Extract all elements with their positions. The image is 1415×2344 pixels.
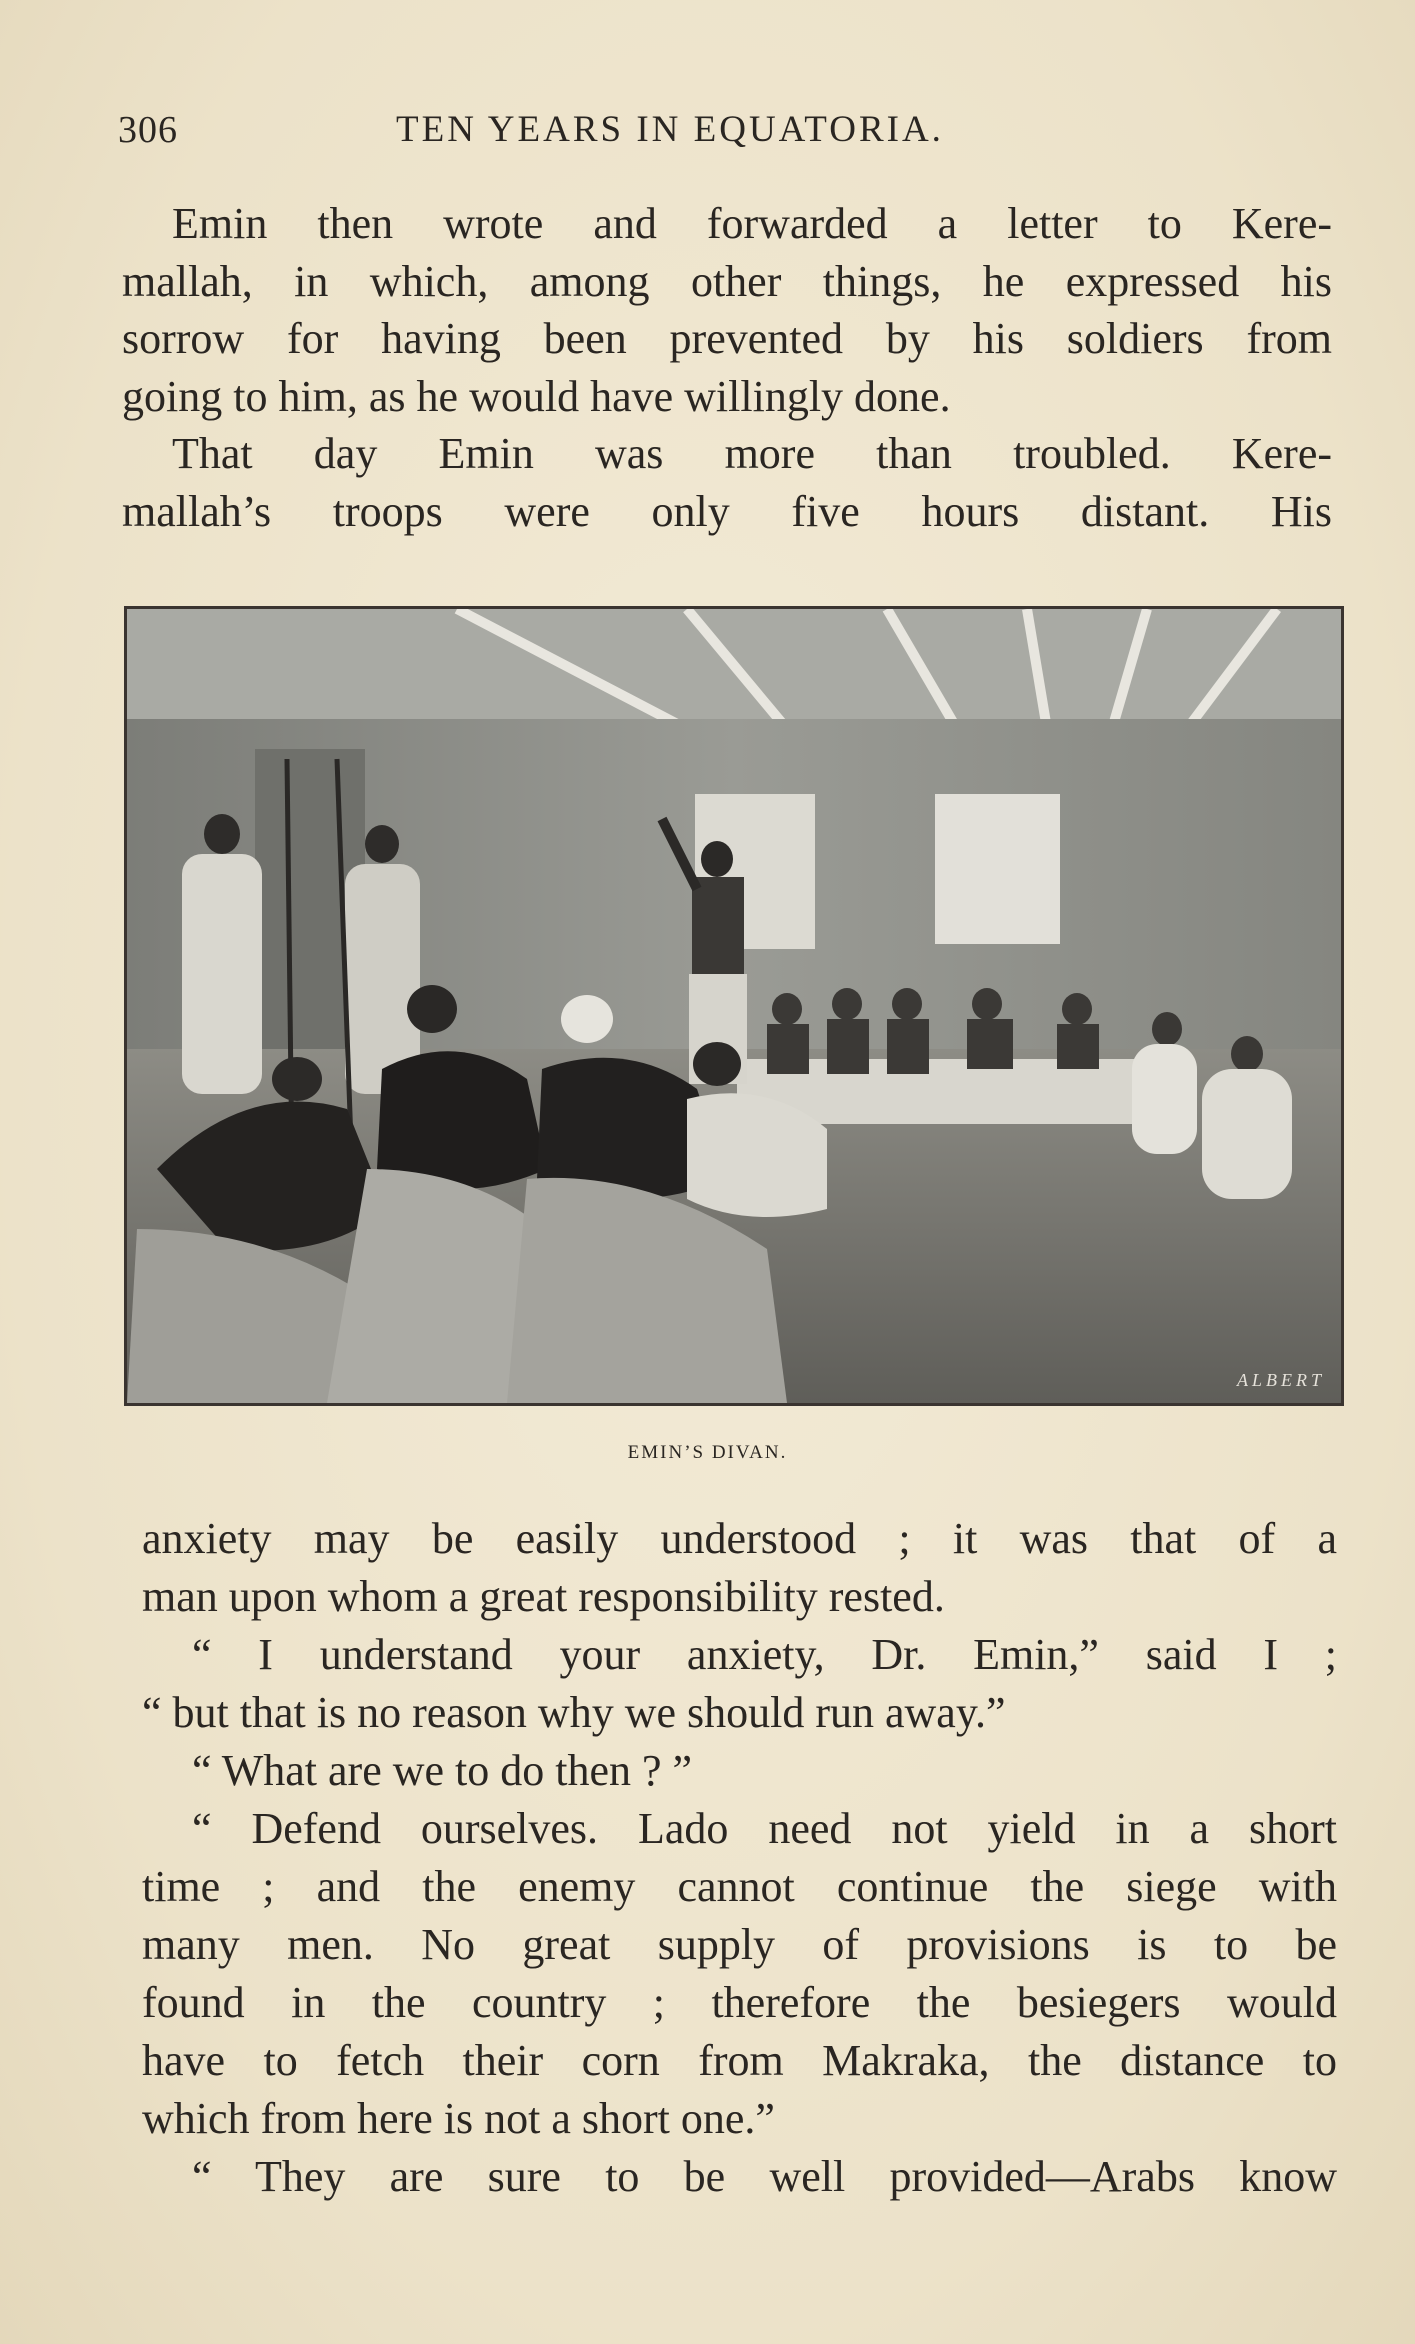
body-text-top [122, 195, 1332, 540]
text-line: mallah’s troops were only five hours distant. His [122, 486, 1332, 536]
body-text-bottom [142, 1510, 1337, 2206]
text-line: time ; and the enemy cannot continue the siege with [142, 1862, 1337, 1911]
text-line: found in the country ; therefore the besiegers would [142, 1978, 1337, 2027]
illustration-drawing [127, 609, 1341, 1403]
text-line: “ but that is no reason why we should run away.” [142, 1688, 1006, 1737]
page-header [118, 108, 1048, 158]
text-line: man upon whom a great responsibility rested. [142, 1572, 945, 1621]
text-line: sorrow for having been prevented by his soldiers from [122, 314, 1332, 363]
text-line: many men. No great supply of provisions is to be [142, 1920, 1337, 1969]
figure-caption: EMIN’S DIVAN. [627, 1442, 788, 1463]
text-line: “ What are we to do then ? ” [192, 1746, 693, 1795]
text-line: going to him, as he would have willingly done. [122, 371, 951, 421]
running-head: TEN YEARS IN EQUATORIA. [396, 109, 944, 150]
text-line: “ Defend ourselves. Lado need not yield in a short [192, 1804, 1337, 1853]
window-right [935, 794, 1060, 944]
illustration [124, 606, 1344, 1406]
text-line: mallah, in which, among other things, he expressed his [122, 256, 1332, 306]
text-line: have to fetch their corn from Makraka, the distance to [142, 2036, 1337, 2085]
text-line: “ I understand your anxiety, Dr. Emin,” said I ; [192, 1630, 1337, 1679]
text-line: which from here is not a short one.” [142, 2094, 775, 2143]
text-line: “ They are sure to be well provided—Arabs know [192, 2152, 1337, 2201]
text-line: That day Emin was more than troubled. Kere- [172, 429, 1332, 478]
artist-signature: ALBERT [1236, 1370, 1325, 1390]
text-line: anxiety may be easily understood ; it was that of a [142, 1514, 1337, 1563]
page-number: 306 [118, 109, 178, 151]
text-line: Emin then wrote and forwarded a letter to Kere- [172, 199, 1332, 248]
